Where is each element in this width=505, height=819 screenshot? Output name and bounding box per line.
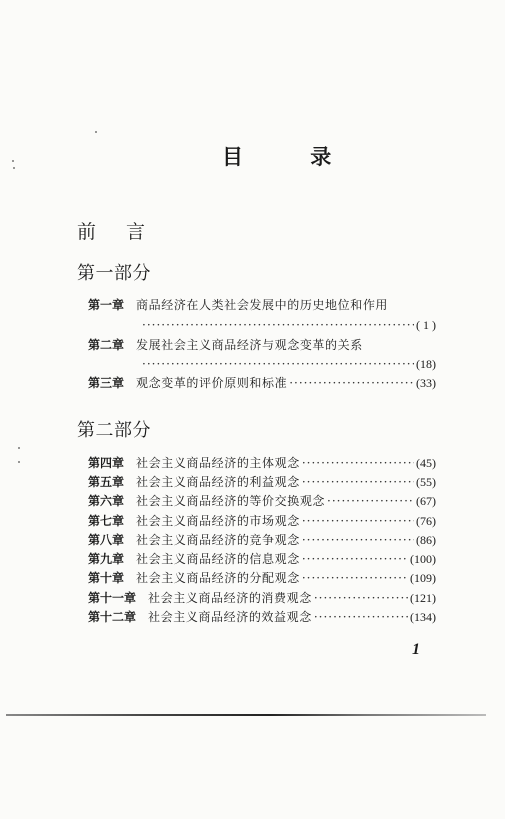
page-number: (55) — [416, 475, 436, 489]
chapter-number: 第十章 — [88, 571, 125, 585]
toc-entry[interactable] — [88, 454, 436, 472]
chapter-number: 第七章 — [88, 514, 125, 528]
page-number: (121) — [410, 591, 436, 605]
chapter-number: 第五章 — [88, 475, 125, 489]
chapter-title: 观念变革的评价原则和标准 — [136, 376, 288, 390]
dot-leader — [302, 569, 408, 587]
dot-leader — [289, 374, 414, 392]
toc-entry[interactable] — [88, 569, 436, 587]
toc-entry[interactable] — [88, 492, 436, 510]
toc-entry-leader — [142, 355, 436, 373]
chapter-title: 社会主义商品经济的竞争观念 — [136, 533, 300, 547]
toc-entry[interactable] — [88, 473, 436, 491]
chapter-title: 社会主义商品经济的利益观念 — [136, 475, 300, 489]
chapter-title: 社会主义商品经济的效益观念 — [148, 610, 312, 624]
dot-leader — [302, 473, 414, 491]
page-number: (109) — [410, 571, 436, 585]
toc-entry[interactable] — [88, 374, 436, 392]
page-number: (76) — [416, 514, 436, 528]
toc-entry[interactable] — [88, 550, 436, 568]
chapter-number: 第二章 — [88, 338, 125, 352]
toc-entry[interactable] — [88, 531, 436, 549]
chapter-number: 第三章 — [88, 376, 125, 390]
page-number: (134) — [410, 610, 436, 624]
toc-entry[interactable] — [88, 296, 436, 314]
toc-entry[interactable] — [88, 608, 436, 626]
scan-speck — [18, 461, 20, 463]
page-number: (86) — [416, 533, 436, 547]
dot-leader — [314, 608, 408, 626]
scan-speck — [95, 131, 97, 133]
page-number: (67) — [416, 494, 436, 508]
chapter-title: 社会主义商品经济的消费观念 — [148, 591, 312, 605]
dot-leader — [142, 316, 414, 334]
chapter-title: 商品经济在人类社会发展中的历史地位和作用 — [136, 298, 389, 312]
dot-leader — [302, 454, 414, 472]
toc-entry[interactable] — [88, 589, 436, 607]
dot-leader — [327, 492, 414, 510]
scan-speck — [18, 447, 20, 449]
chapter-number: 第四章 — [88, 456, 125, 470]
page-number: (100) — [410, 552, 436, 566]
chapter-title: 社会主义商品经济的市场观念 — [136, 514, 300, 528]
scan-speck — [12, 160, 14, 162]
chapter-title: 社会主义商品经济的等价交换观念 — [136, 494, 326, 508]
page-number: (45) — [416, 456, 436, 470]
chapter-number: 第八章 — [88, 533, 125, 547]
toc-entry[interactable] — [88, 512, 436, 530]
toc-entry[interactable] — [88, 336, 436, 354]
part-heading: 第一部分 — [77, 263, 151, 284]
page-bottom-rule — [6, 714, 486, 716]
foreword-heading: 前 言 — [77, 221, 158, 243]
scan-speck — [13, 167, 15, 169]
chapter-title: 发展社会主义商品经济与观念变革的关系 — [136, 338, 363, 352]
dot-leader — [142, 355, 414, 373]
chapter-number: 第十一章 — [88, 591, 137, 605]
chapter-number: 第九章 — [88, 552, 125, 566]
chapter-number: 第一章 — [88, 298, 125, 312]
chapter-title: 社会主义商品经济的分配观念 — [136, 571, 300, 585]
dot-leader — [302, 512, 414, 530]
dot-leader — [314, 589, 408, 607]
page-number: (33) — [416, 376, 436, 390]
chapter-title: 社会主义商品经济的信息观念 — [136, 552, 300, 566]
dot-leader — [302, 550, 408, 568]
page-number: (18) — [416, 357, 436, 371]
page-folio: 1 — [412, 641, 420, 658]
dot-leader — [302, 531, 414, 549]
toc-title: 目 录 — [222, 144, 362, 169]
chapter-title: 社会主义商品经济的主体观念 — [136, 456, 300, 470]
page-number: ( 1 ) — [416, 318, 436, 332]
chapter-number: 第十二章 — [88, 610, 137, 624]
toc-entry-leader — [142, 316, 436, 334]
chapter-number: 第六章 — [88, 494, 125, 508]
part-heading: 第二部分 — [77, 420, 151, 441]
